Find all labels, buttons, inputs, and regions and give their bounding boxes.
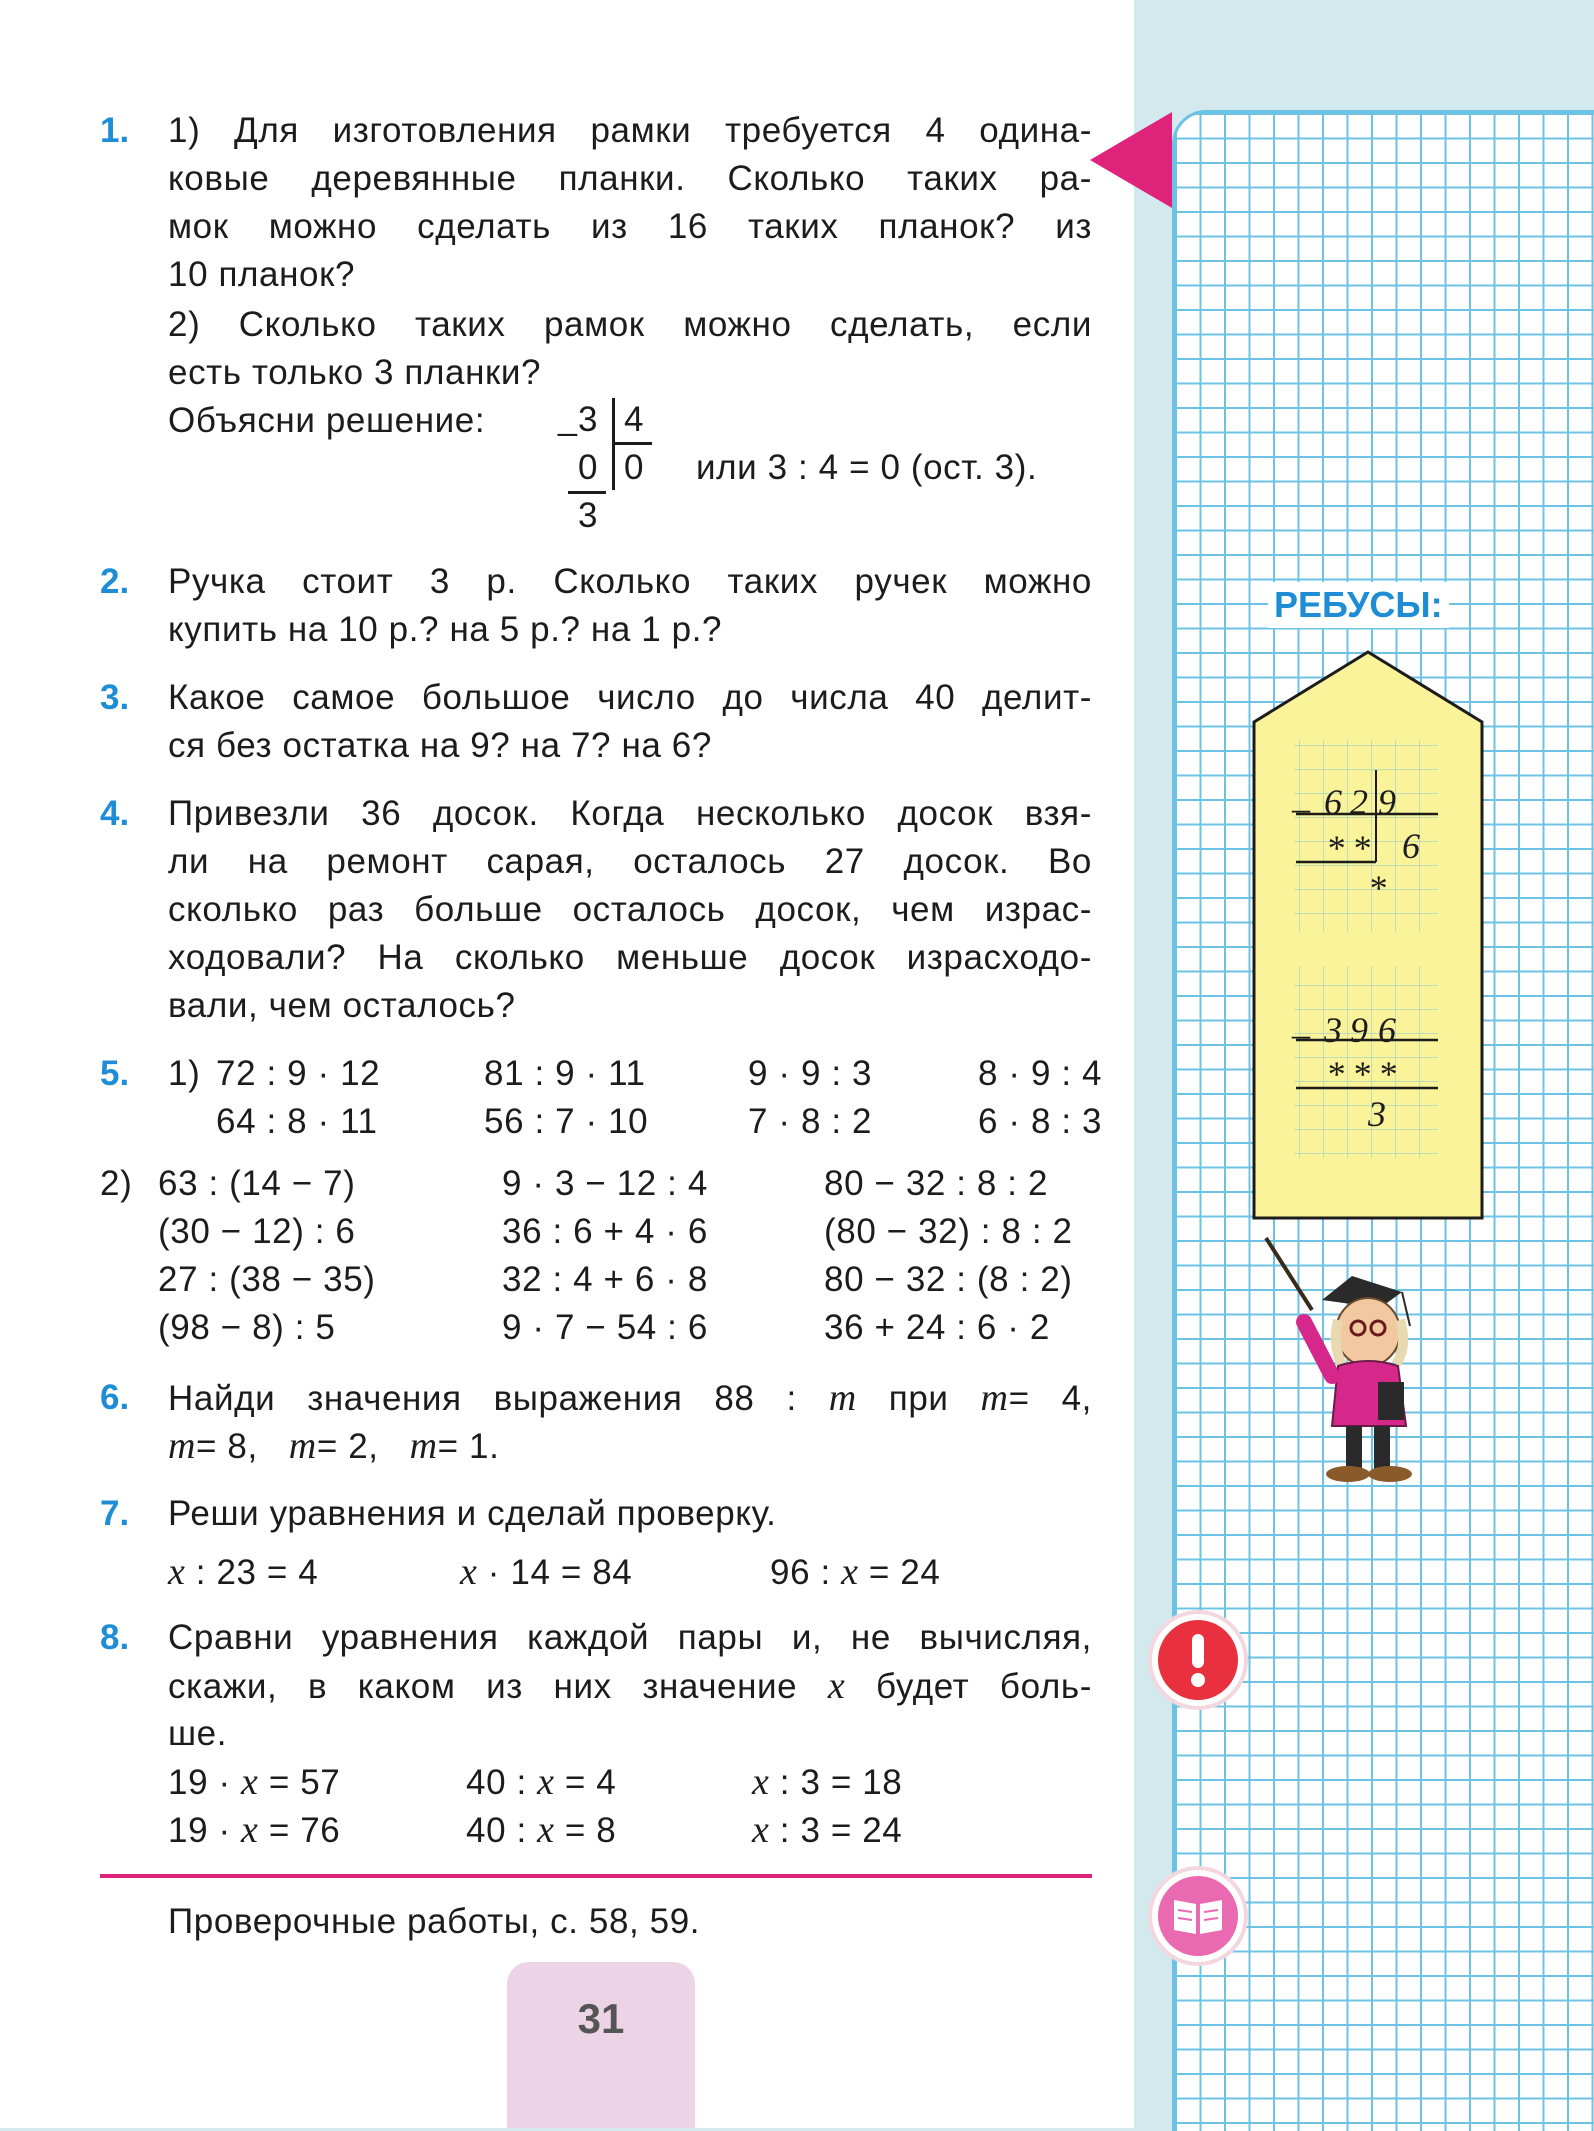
task-2-line: Ручка стоит 3 р. Сколько таких ручек можно — [168, 562, 1092, 601]
rebus-digit: * — [1352, 828, 1370, 868]
task-8-line: ше. — [168, 1714, 228, 1753]
task-4-line: вали, чем осталось? — [168, 986, 516, 1025]
task-8-line: Сравни уравнения каждой пары и, не вычисляя, — [168, 1618, 1092, 1657]
expression: 9 · 3 − 12 : 4 — [502, 1164, 708, 1203]
task-number-2: 2. — [100, 562, 130, 601]
task-2-line: купить на 10 р.? на 5 р.? на 1 р.? — [168, 610, 723, 649]
expression: (80 − 32) : 8 : 2 — [824, 1212, 1073, 1251]
equation: x · 14 = 84 — [460, 1551, 633, 1593]
rebus-digit: 3 — [1368, 1094, 1386, 1134]
rebus-digit: 2 — [1350, 782, 1368, 822]
task-number-8: 8. — [100, 1618, 130, 1657]
task-number-7: 7. — [100, 1494, 130, 1533]
task-1-line: 1) Для изготовления рамки требуется 4 одина- — [168, 111, 1092, 150]
expression: 36 + 24 : 6 · 2 — [824, 1308, 1050, 1347]
rebus-house — [1252, 650, 1484, 1220]
task-1-line: 10 планок? — [168, 255, 356, 294]
task-1-line: мок можно сделать из 16 таких планок? из — [168, 207, 1092, 246]
equation: x : 3 = 24 — [752, 1809, 903, 1851]
exclamation-icon — [1152, 1614, 1244, 1706]
rebus-digit: * — [1378, 1054, 1396, 1094]
expression: 64 : 8 · 11 — [216, 1102, 378, 1141]
task-1-explain-label: Объясни решение: — [168, 401, 486, 440]
book-icon — [1152, 1870, 1244, 1962]
task-7-line: Реши уравнения и сделай проверку. — [168, 1494, 777, 1533]
task-3-line: ся без остатка на 9? на 7? на 6? — [168, 726, 712, 765]
task-number-1: 1. — [100, 111, 130, 150]
task-4-line: ли на ремонт сарая, осталось 27 досок. Во — [168, 842, 1092, 881]
rebus-digit: 6 — [1378, 1010, 1396, 1050]
rebus-digit: 9 — [1378, 782, 1396, 822]
expression: 27 : (38 − 35) — [158, 1260, 376, 1299]
division-remainder: 3 — [578, 496, 599, 535]
task-4-line: сколько раз больше осталось досок, чем израс- — [168, 890, 1092, 929]
expression: 9 · 9 : 3 — [748, 1054, 873, 1093]
professor-illustration — [1260, 1236, 1440, 1486]
task-1-line: есть только 3 планки? — [168, 353, 542, 392]
task-number-3: 3. — [100, 678, 130, 717]
task-1-line: 2) Сколько таких рамок можно сделать, если — [168, 305, 1092, 344]
expression: 7 · 8 : 2 — [748, 1102, 873, 1141]
rebus-digit: * — [1326, 828, 1344, 868]
task-6-line: Найди значения выражения 88 : m при m= 4, — [168, 1377, 1092, 1419]
division-minus: _ — [558, 399, 578, 437]
expression: 8 · 9 : 4 — [978, 1054, 1103, 1093]
task-number-5: 5. — [100, 1054, 130, 1093]
expression: (98 − 8) : 5 — [158, 1308, 336, 1347]
expression: 32 : 4 + 6 · 8 — [502, 1260, 708, 1299]
expression: 56 : 7 · 10 — [484, 1102, 649, 1141]
task-number-4: 4. — [100, 794, 130, 833]
division-subtrahend: 0 — [578, 448, 599, 487]
equation: x : 3 = 18 — [752, 1761, 903, 1803]
rebus-digit: 6 — [1324, 782, 1342, 822]
equation: 96 : x = 24 — [770, 1551, 941, 1593]
task-8-line: скажи, в каком из них значение x будет боль- — [168, 1665, 1092, 1707]
division-quotient: 0 — [624, 448, 645, 487]
rebus-minus: _ — [1292, 776, 1310, 816]
expression: 9 · 7 − 54 : 6 — [502, 1308, 708, 1347]
page-number-tab — [507, 1962, 695, 2128]
rebus-digit: * — [1368, 868, 1386, 908]
expression: 81 : 9 · 11 — [484, 1054, 646, 1093]
equation: 19 · x = 76 — [168, 1809, 341, 1851]
expression: 80 − 32 : (8 : 2) — [824, 1260, 1073, 1299]
page-marker-triangle — [1090, 112, 1174, 208]
equation: 40 : x = 4 — [466, 1761, 617, 1803]
equation: 40 : x = 8 — [466, 1809, 617, 1851]
rebus-digit: * — [1326, 1054, 1344, 1094]
expression: 6 · 8 : 3 — [978, 1102, 1103, 1141]
task-5-part-2-label: 2) — [100, 1164, 133, 1203]
task-5-part-1-label: 1) — [168, 1054, 201, 1093]
rebus-digit: * — [1352, 1054, 1370, 1094]
task-4-line: ходовали? На сколько меньше досок израсходо- — [168, 938, 1092, 977]
footer-divider — [100, 1874, 1092, 1878]
expression: 36 : 6 + 4 · 6 — [502, 1212, 708, 1251]
task-1-alternative: или 3 : 4 = 0 (ост. 3). — [696, 448, 1038, 487]
task-4-line: Привезли 36 досок. Когда несколько досок взя- — [168, 794, 1092, 833]
rebus-minus: _ — [1292, 1002, 1310, 1042]
expression: 63 : (14 − 7) — [158, 1164, 356, 1203]
task-1-line: ковые деревянные планки. Сколько таких ра- — [168, 159, 1092, 198]
expression: (30 − 12) : 6 — [158, 1212, 356, 1251]
equation: x : 23 = 4 — [168, 1551, 319, 1593]
task-3-line: Какое самое большое число до числа 40 делит- — [168, 678, 1092, 717]
equation: 19 · x = 57 — [168, 1761, 341, 1803]
task-number-6: 6. — [100, 1378, 130, 1417]
division-dividend: 3 — [578, 400, 599, 439]
expression: 72 : 9 · 12 — [216, 1054, 381, 1093]
footer-reference: Проверочные работы, с. 58, 59. — [168, 1902, 701, 1941]
rebus-digit: 6 — [1402, 826, 1420, 866]
rebus-digit: 3 — [1324, 1010, 1342, 1050]
task-6-values: m= 8, m= 2, m= 1. — [168, 1425, 500, 1467]
page-number: 31 — [577, 1995, 625, 2042]
rebus-digit: 9 — [1350, 1010, 1368, 1050]
division-divisor: 4 — [624, 400, 645, 439]
rebus-title: РЕБУСЫ: — [1268, 582, 1449, 628]
expression: 80 − 32 : 8 : 2 — [824, 1164, 1049, 1203]
